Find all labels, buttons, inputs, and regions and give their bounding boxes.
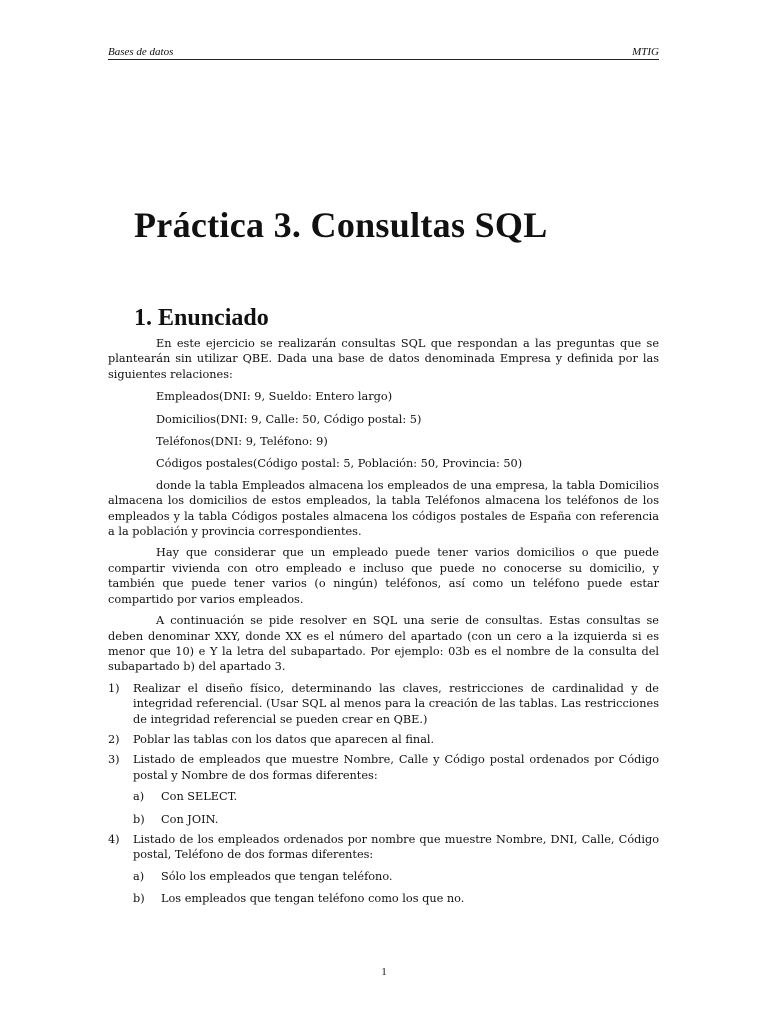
subtask-item [133,869,659,884]
section-heading [134,305,269,332]
subtask-text: Los empleados que tengan teléfono como los que no. [161,892,465,906]
header-course: Bases de datos [108,46,174,58]
task-text: Poblar las tablas con los datos que aparecen al final. [133,732,435,746]
task-item [108,681,659,727]
considerations-paragraph: Hay que considerar que un empleado puede tener varios domicilios o que puede compartir vivienda con otro empleado e incluso que puede no conocerse su domicilio, y también que puede tener varios (o ningún) teléfonos, así como un teléfono puede estar compartido por varios empleados. [108,546,659,606]
naming-paragraph: A continuación se pide resolver en SQL una serie de consultas. Estas consultas se deben denominar XXY, donde XX es el número del apartado (con un cero a la izquierda si es menor que 10) e Y la letra del subapartado. Por ejemplo: 03b es el nombre de la consulta del subapartado b) del apartado 3. [108,614,659,674]
subtask-letter: a) [133,790,145,804]
subtask-item [133,812,659,827]
subtask-text: Con JOIN. [161,812,219,826]
subtask-list [133,789,659,827]
intro-paragraph: En este ejercicio se realizarán consultas SQL que respondan a las preguntas que se plantearán sin utilizar QBE. Dada una base de datos denominada Empresa y definida por las siguientes relaciones: [108,337,659,381]
tables-description-paragraph: donde la tabla Empleados almacena los empleados de una empresa, la tabla Domicilios almacena los domicilios de estos empleados, la tabla Teléfonos almacena los teléfonos de los empleados y la tabla Códigos postales almacena los códigos postales de España con referencia a la población y provincia correspondientes. [108,478,659,539]
header-program: MTIG [632,46,659,58]
task-item [108,752,659,827]
subtask-item [133,891,659,906]
section-number: 1. [134,305,152,331]
task-item [108,832,659,907]
section-title: Enunciado [158,305,269,331]
relation-empleados: Empleados(DNI: 9, Sueldo: Entero largo) [156,390,393,404]
subtask-letter: b) [133,892,145,906]
document-body [108,336,659,907]
task-number: 3) [108,753,120,767]
relation-domicilios: Domicilios(DNI: 9, Calle: 50, Código postal: 5) [156,412,422,426]
task-number: 1) [108,681,120,695]
task-number: 2) [108,732,120,746]
task-number: 4) [108,832,120,846]
task-text: Listado de los empleados ordenados por nombre que muestre Nombre, DNI, Calle, Código postal, Teléfono de dos formas diferentes: [133,832,659,862]
task-text: Realizar el diseño físico, determinando las claves, restricciones de cardinalidad y de integridad referencial. (Usar SQL al menos para la creación de las tablas. Las restricciones de integridad referencial se pueden crear en QBE.) [133,681,659,726]
page-title: Práctica 3. Consultas SQL [134,205,548,245]
subtask-letter: a) [133,869,145,883]
subtask-list [133,869,659,907]
task-text: Listado de empleados que muestre Nombre, Calle y Código postal ordenados por Código postal y Nombre de dos formas diferentes: [133,753,659,782]
relation-telefonos: Teléfonos(DNI: 9, Teléfono: 9) [156,435,328,449]
running-header [108,42,659,60]
subtask-text: Sólo los empleados que tengan teléfono. [161,869,393,883]
task-item [108,732,659,747]
subtask-text: Con SELECT. [161,790,238,804]
relation-codigos-postales: Códigos postales(Código postal: 5, Población: 50, Provincia: 50) [156,457,523,471]
task-list [108,681,659,907]
subtask-letter: b) [133,812,145,826]
subtask-item [133,789,659,804]
page-number: 1 [381,966,387,978]
